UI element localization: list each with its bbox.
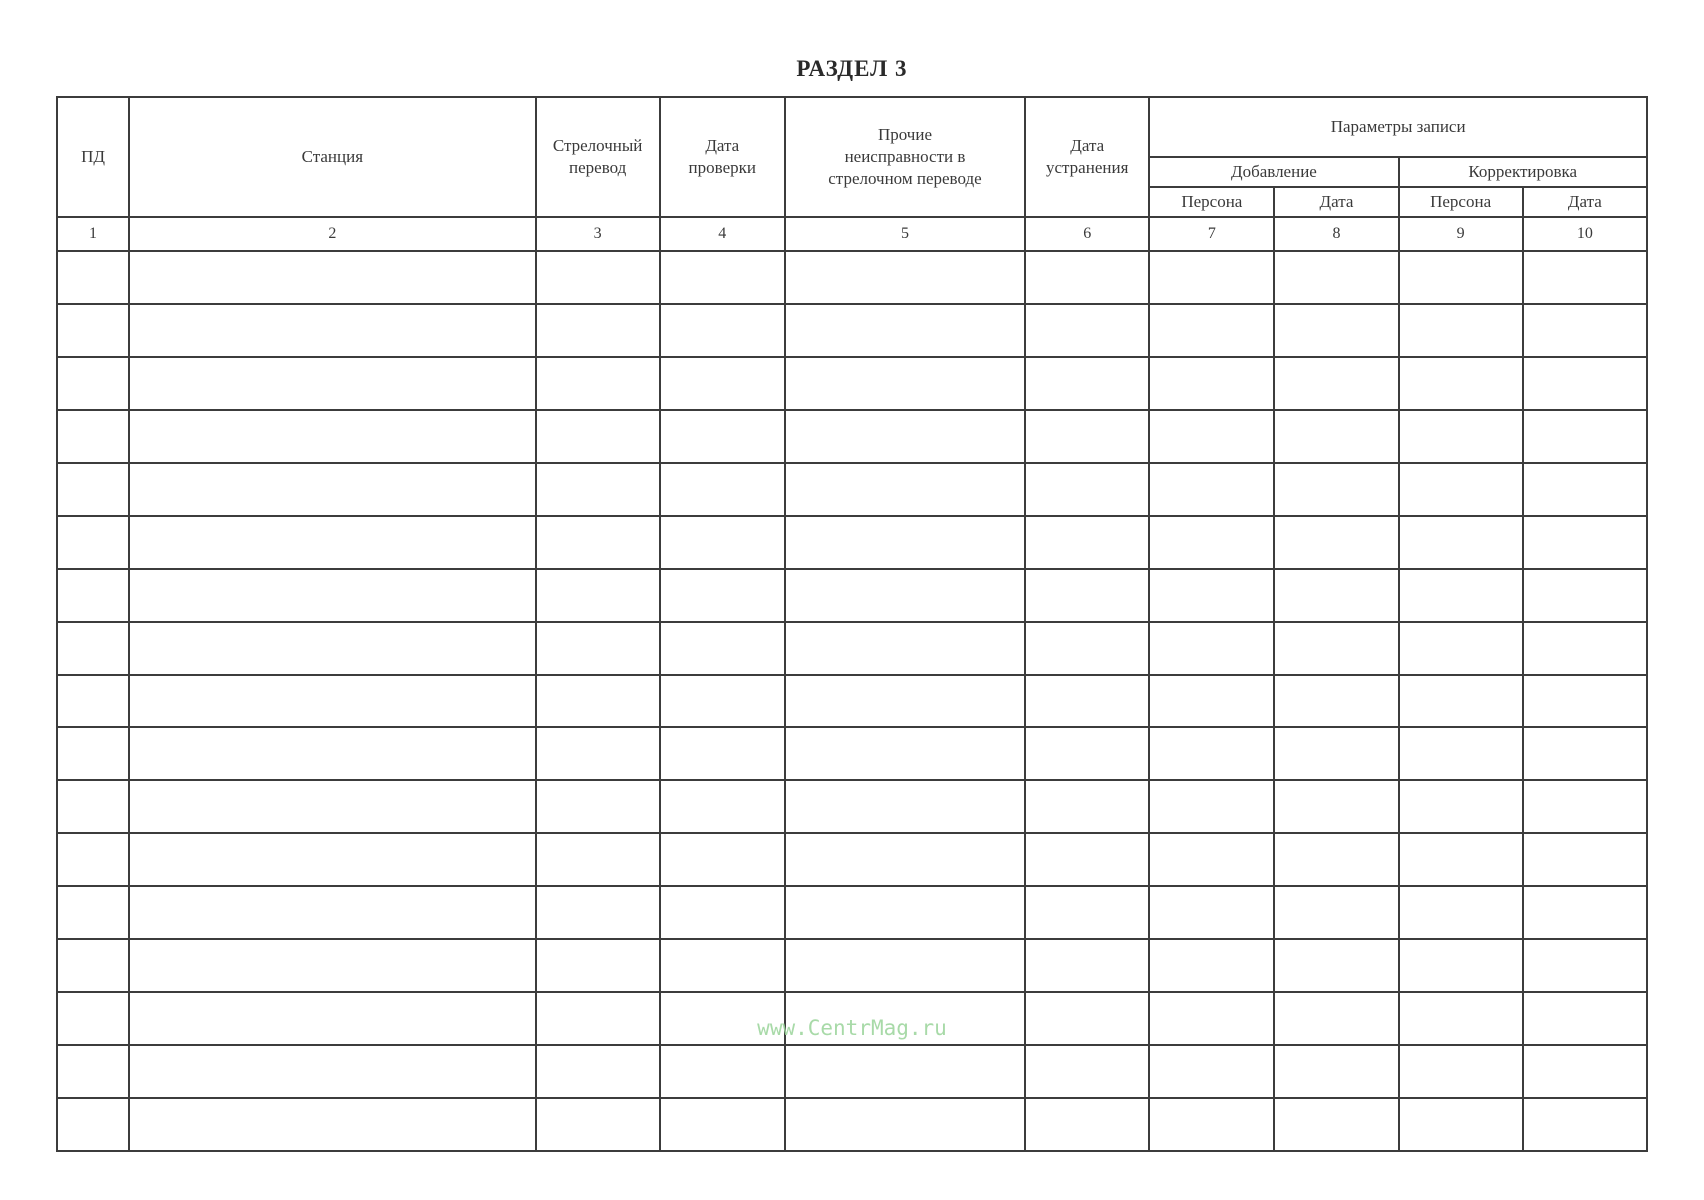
table-cell[interactable]	[1523, 463, 1647, 516]
header-addition-date: Дата	[1274, 187, 1398, 217]
column-number: 2	[129, 217, 535, 251]
table-cell[interactable]	[1025, 251, 1149, 304]
table-cell[interactable]	[536, 780, 660, 833]
table-cell[interactable]	[1399, 886, 1523, 939]
table-cell[interactable]	[660, 939, 785, 992]
table-row	[57, 833, 1647, 886]
table-row	[57, 569, 1647, 622]
table-cell[interactable]	[1523, 727, 1647, 780]
table-cell[interactable]	[785, 675, 1025, 728]
table-cell[interactable]	[1025, 833, 1149, 886]
table-cell[interactable]	[536, 304, 660, 357]
table-cell[interactable]	[1025, 410, 1149, 463]
table-cell[interactable]	[1149, 1045, 1274, 1098]
column-number: 9	[1399, 217, 1523, 251]
table-cell[interactable]	[57, 939, 129, 992]
table-cell[interactable]	[785, 569, 1025, 622]
table-row	[57, 780, 1647, 833]
table-row	[57, 1098, 1647, 1151]
table-cell[interactable]	[536, 1045, 660, 1098]
table-cell[interactable]	[1025, 727, 1149, 780]
table-cell[interactable]	[57, 463, 129, 516]
header-pd: ПД	[57, 97, 129, 217]
header-correction-person: Персона	[1399, 187, 1523, 217]
table-cell[interactable]	[660, 251, 785, 304]
header-addition: Добавление	[1149, 157, 1398, 187]
table-cell[interactable]	[660, 622, 785, 675]
header-check-date-line1: Дата	[705, 136, 740, 155]
table-cell[interactable]	[785, 1045, 1025, 1098]
table-cell[interactable]	[57, 410, 129, 463]
header-switch	[536, 97, 660, 217]
table-cell[interactable]	[785, 516, 1025, 569]
table-cell[interactable]	[536, 516, 660, 569]
table-cell[interactable]	[1274, 569, 1398, 622]
table-cell[interactable]	[129, 939, 535, 992]
table-cell[interactable]	[57, 569, 129, 622]
table-cell[interactable]	[785, 833, 1025, 886]
table-cell[interactable]	[1274, 727, 1398, 780]
table-cell[interactable]	[660, 833, 785, 886]
header-correction: Корректировка	[1399, 157, 1647, 187]
header-addition-person: Персона	[1149, 187, 1274, 217]
table-cell[interactable]	[660, 569, 785, 622]
table-cell[interactable]	[1399, 251, 1523, 304]
table-cell[interactable]	[1274, 516, 1398, 569]
table-cell[interactable]	[129, 1045, 535, 1098]
table-cell[interactable]	[785, 304, 1025, 357]
table-cell[interactable]	[660, 357, 785, 410]
table-cell[interactable]	[57, 1045, 129, 1098]
table-cell[interactable]	[536, 463, 660, 516]
table-cell[interactable]	[536, 410, 660, 463]
table-cell[interactable]	[1523, 251, 1647, 304]
table-cell[interactable]	[1399, 780, 1523, 833]
table-cell[interactable]	[1523, 780, 1647, 833]
column-number: 5	[785, 217, 1025, 251]
table-cell[interactable]	[536, 622, 660, 675]
table-cell[interactable]	[57, 1098, 129, 1151]
column-number: 8	[1274, 217, 1398, 251]
table-cell[interactable]	[660, 780, 785, 833]
table-cell[interactable]	[1523, 304, 1647, 357]
table-row	[57, 886, 1647, 939]
table-cell[interactable]	[1025, 1098, 1149, 1151]
table-cell[interactable]	[1149, 833, 1274, 886]
table-row	[57, 622, 1647, 675]
table-cell[interactable]	[129, 516, 535, 569]
table-cell[interactable]	[1025, 886, 1149, 939]
table-cell[interactable]	[129, 410, 535, 463]
table-cell[interactable]	[660, 727, 785, 780]
table-cell[interactable]	[57, 886, 129, 939]
table-cell[interactable]	[785, 410, 1025, 463]
table-cell[interactable]	[1523, 357, 1647, 410]
header-record-params: Параметры записи	[1149, 97, 1647, 157]
table-cell[interactable]	[1274, 357, 1398, 410]
table-header	[57, 97, 1647, 251]
table-row	[57, 516, 1647, 569]
table-cell[interactable]	[1274, 304, 1398, 357]
table-cell[interactable]	[1149, 463, 1274, 516]
table-cell[interactable]	[785, 251, 1025, 304]
table-cell[interactable]	[1523, 833, 1647, 886]
table-cell[interactable]	[129, 727, 535, 780]
table-cell[interactable]	[129, 251, 535, 304]
table-cell[interactable]	[129, 1098, 535, 1151]
table-cell[interactable]	[1274, 886, 1398, 939]
table-cell[interactable]	[660, 1098, 785, 1151]
table-cell[interactable]	[1523, 675, 1647, 728]
table-cell[interactable]	[1025, 357, 1149, 410]
table-cell[interactable]	[1399, 516, 1523, 569]
table-cell[interactable]	[1274, 833, 1398, 886]
header-other-faults-line2: неисправности в	[844, 147, 966, 166]
table-cell[interactable]	[1149, 675, 1274, 728]
watermark: www.CentrMag.ru	[757, 1016, 947, 1040]
header-fix-date	[1025, 97, 1149, 217]
table-cell[interactable]	[1149, 357, 1274, 410]
column-number: 10	[1523, 217, 1647, 251]
table-row	[57, 251, 1647, 304]
header-fix-date-line2: устранения	[1046, 158, 1129, 177]
table-cell[interactable]	[129, 675, 535, 728]
header-correction-date: Дата	[1523, 187, 1647, 217]
table-cell[interactable]	[1523, 516, 1647, 569]
table-cell[interactable]	[1149, 886, 1274, 939]
table-cell[interactable]	[660, 886, 785, 939]
table-cell[interactable]	[1274, 1098, 1398, 1151]
table-cell[interactable]	[1149, 1098, 1274, 1151]
header-station: Станция	[129, 97, 535, 217]
table-cell[interactable]	[1523, 939, 1647, 992]
table-cell[interactable]	[57, 357, 129, 410]
table-cell[interactable]	[1399, 304, 1523, 357]
table-row	[57, 357, 1647, 410]
table-cell[interactable]	[57, 251, 129, 304]
table-cell[interactable]	[660, 516, 785, 569]
table-cell[interactable]	[785, 1098, 1025, 1151]
table-cell[interactable]	[1149, 780, 1274, 833]
table-cell[interactable]	[1399, 622, 1523, 675]
table-cell[interactable]	[536, 833, 660, 886]
column-number: 1	[57, 217, 129, 251]
header-fix-date-line1: Дата	[1070, 136, 1105, 155]
column-number: 6	[1025, 217, 1149, 251]
table-cell[interactable]	[1399, 833, 1523, 886]
table-cell[interactable]	[1149, 410, 1274, 463]
header-check-date	[660, 97, 785, 217]
header-switch-line2: перевод	[569, 158, 627, 177]
table-cell[interactable]	[536, 939, 660, 992]
table-cell[interactable]	[1274, 780, 1398, 833]
table-cell[interactable]	[1274, 939, 1398, 992]
table-cell[interactable]	[785, 727, 1025, 780]
column-number: 3	[536, 217, 660, 251]
table-cell[interactable]	[1149, 304, 1274, 357]
table-cell[interactable]	[660, 675, 785, 728]
table-cell[interactable]	[1399, 1045, 1523, 1098]
table-cell[interactable]	[1399, 727, 1523, 780]
table-row	[57, 463, 1647, 516]
table-cell[interactable]	[129, 304, 535, 357]
header-switch-line1: Стрелочный	[552, 136, 643, 155]
table-cell[interactable]	[1523, 410, 1647, 463]
table-cell[interactable]	[660, 463, 785, 516]
table-row	[57, 939, 1647, 992]
table-cell[interactable]	[785, 463, 1025, 516]
table-cell[interactable]	[1149, 939, 1274, 992]
table-cell[interactable]	[1025, 304, 1149, 357]
table-cell[interactable]	[536, 886, 660, 939]
table-cell[interactable]	[57, 304, 129, 357]
table-cell[interactable]	[129, 833, 535, 886]
table-cell[interactable]	[1399, 357, 1523, 410]
header-other-faults-line1: Прочие	[877, 125, 932, 144]
column-number: 4	[660, 217, 785, 251]
table-cell[interactable]	[1149, 251, 1274, 304]
table-cell[interactable]	[1399, 569, 1523, 622]
table-cell[interactable]	[57, 516, 129, 569]
table-cell[interactable]	[1274, 463, 1398, 516]
table-cell[interactable]	[57, 727, 129, 780]
table-cell[interactable]	[785, 939, 1025, 992]
table-cell[interactable]	[57, 833, 129, 886]
table-cell[interactable]	[536, 675, 660, 728]
table-cell[interactable]	[1274, 410, 1398, 463]
table-cell[interactable]	[129, 463, 535, 516]
table-cell[interactable]	[660, 304, 785, 357]
table-cell[interactable]	[1399, 410, 1523, 463]
table-row	[57, 675, 1647, 728]
table-cell[interactable]	[1025, 463, 1149, 516]
table-cell[interactable]	[1399, 463, 1523, 516]
page-title: РАЗДЕЛ 3	[796, 56, 908, 81]
table-cell[interactable]	[129, 357, 535, 410]
table-row	[57, 304, 1647, 357]
table-cell[interactable]	[660, 410, 785, 463]
table-cell[interactable]	[57, 622, 129, 675]
table-cell[interactable]	[1274, 1045, 1398, 1098]
header-other-faults-line3: стрелочном переводе	[828, 169, 982, 188]
table-cell[interactable]	[1523, 1098, 1647, 1151]
table-cell[interactable]	[785, 622, 1025, 675]
table-cell[interactable]	[1274, 675, 1398, 728]
table-cell[interactable]	[1149, 569, 1274, 622]
table-cell[interactable]	[536, 1098, 660, 1151]
table-cell[interactable]	[1523, 1045, 1647, 1098]
header-check-date-line2: проверки	[688, 158, 756, 177]
table-cell[interactable]	[1025, 939, 1149, 992]
table-cell[interactable]	[129, 622, 535, 675]
column-number-row	[57, 217, 1647, 251]
table-cell[interactable]	[1025, 780, 1149, 833]
table-cell[interactable]	[1274, 251, 1398, 304]
table-cell[interactable]	[1025, 1045, 1149, 1098]
table-cell[interactable]	[536, 357, 660, 410]
table-cell[interactable]	[1399, 939, 1523, 992]
table-cell[interactable]	[785, 886, 1025, 939]
table-cell[interactable]	[1149, 516, 1274, 569]
header-other-faults	[785, 97, 1025, 217]
table-cell[interactable]	[536, 727, 660, 780]
table-row	[57, 1045, 1647, 1098]
table-cell[interactable]	[1399, 1098, 1523, 1151]
table-cell[interactable]	[129, 780, 535, 833]
table-cell[interactable]	[1025, 569, 1149, 622]
table-cell[interactable]	[1025, 622, 1149, 675]
table-cell[interactable]	[1399, 675, 1523, 728]
table-cell[interactable]	[1149, 622, 1274, 675]
table-cell[interactable]	[57, 780, 129, 833]
table-cell[interactable]	[129, 886, 535, 939]
journal-table	[56, 96, 1648, 1152]
table-cell[interactable]	[785, 780, 1025, 833]
table-cell[interactable]	[1523, 622, 1647, 675]
table-row	[57, 727, 1647, 780]
table-cell[interactable]	[785, 357, 1025, 410]
table-cell[interactable]	[1025, 516, 1149, 569]
table-cell[interactable]	[57, 675, 129, 728]
table-cell[interactable]	[536, 251, 660, 304]
table-cell[interactable]	[1523, 886, 1647, 939]
table-row	[57, 410, 1647, 463]
table-cell[interactable]	[536, 569, 660, 622]
table-cell[interactable]	[660, 1045, 785, 1098]
table-cell[interactable]	[129, 569, 535, 622]
table-cell[interactable]	[1025, 675, 1149, 728]
table-cell[interactable]	[1523, 569, 1647, 622]
column-number: 7	[1149, 217, 1274, 251]
table-cell[interactable]	[1274, 622, 1398, 675]
table-cell[interactable]	[1149, 727, 1274, 780]
